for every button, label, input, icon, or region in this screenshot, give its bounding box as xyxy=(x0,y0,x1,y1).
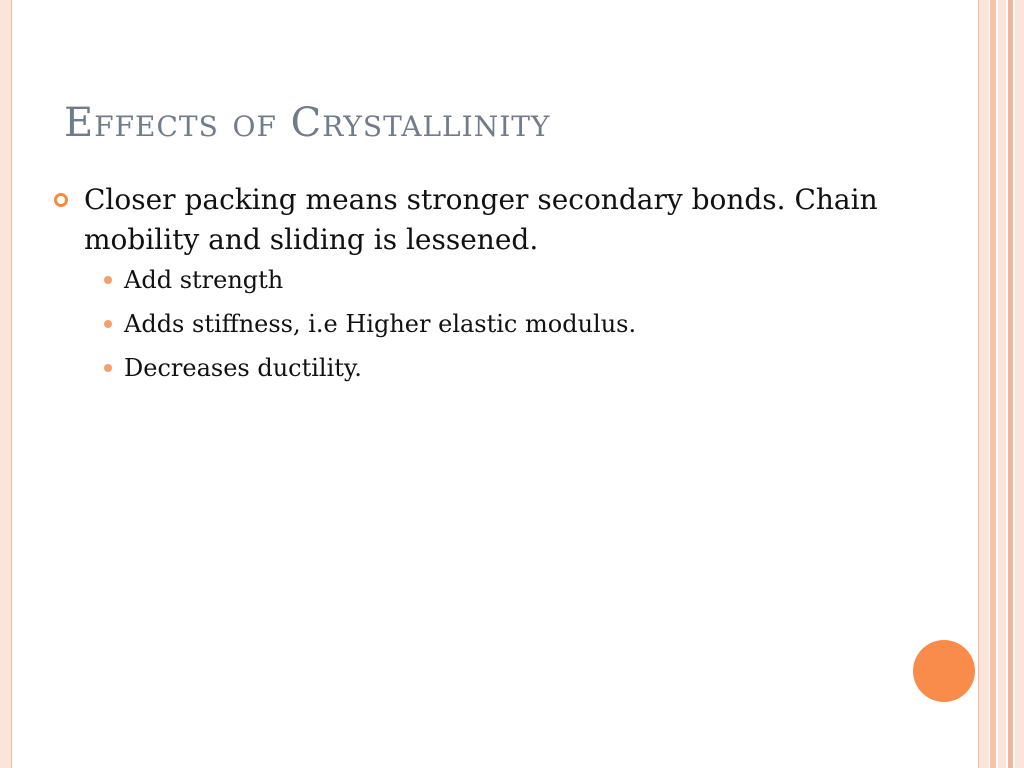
slide-title: Effects of Crystallinity xyxy=(64,100,551,146)
ring-bullet-icon xyxy=(54,193,68,207)
slide-body xyxy=(52,180,912,398)
sub-bullet-text: Add strength xyxy=(124,266,284,294)
sub-bullet-item xyxy=(52,310,912,338)
bullet-text: Closer packing means stronger secondary bonds. Chain mobility and sliding is lessened. xyxy=(84,183,878,256)
accent-circle xyxy=(913,640,975,702)
sub-bullet-item xyxy=(52,266,912,294)
left-frame-border xyxy=(0,0,12,768)
dot-bullet-icon xyxy=(104,320,112,328)
bullet-level1 xyxy=(52,180,912,260)
sub-bullet-text: Adds stiffness, i.e Higher elastic modulus. xyxy=(124,310,637,338)
sub-bullet-text: Decreases ductility. xyxy=(124,354,362,382)
sub-bullet-list xyxy=(52,266,912,382)
dot-bullet-icon xyxy=(104,364,112,372)
right-frame-stripes xyxy=(978,0,1024,768)
dot-bullet-icon xyxy=(104,276,112,284)
sub-bullet-item xyxy=(52,354,912,382)
